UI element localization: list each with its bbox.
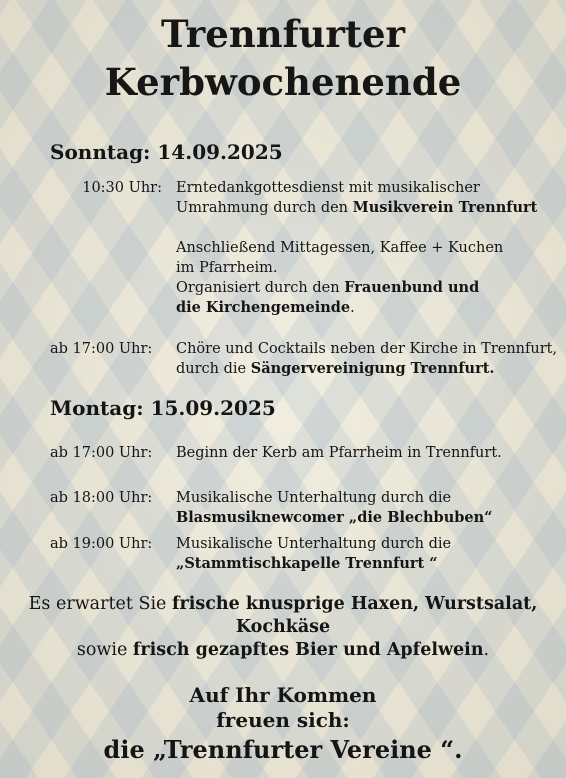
food-line <box>0 616 566 639</box>
event-desc-line <box>176 198 561 218</box>
event-desc-text: Organisiert durch den <box>176 280 345 296</box>
sunday-heading: Sonntag: 14.09.2025 <box>50 140 283 164</box>
event-time: 10:30 Uhr: <box>82 180 162 196</box>
event-time: ab 17:00 Uhr: <box>50 445 153 461</box>
event-desc-line: Erntedankgottesdienst mit musikalischer <box>176 180 480 196</box>
welcome-line: Auf Ihr Kommen <box>189 683 377 707</box>
event-desc-line: Musikalische Unterhaltung durch die <box>176 490 452 506</box>
event-desc-line: Chöre und Cocktails neben der Kirche in Trennfurt, <box>176 341 558 357</box>
event-description <box>176 488 561 528</box>
food-line <box>0 639 566 662</box>
event-description <box>176 178 561 218</box>
event-desc-line <box>176 278 561 298</box>
event-desc-line <box>176 298 561 318</box>
event-desc-line: im Pfarrheim. <box>176 260 278 276</box>
food-text: sowie <box>76 640 133 660</box>
food-bold: Kochkäse <box>235 617 331 637</box>
event-desc-line: Anschließend Mittagessen, Kaffee + Kuchen <box>176 240 504 256</box>
event-time: ab 19:00 Uhr: <box>50 536 153 552</box>
food-bold: frische knusprige Haxen, Wurstsalat, <box>171 594 538 614</box>
welcome-line: freuen sich: <box>216 708 350 732</box>
event-description <box>176 534 561 574</box>
event-desc-line <box>176 508 561 528</box>
poster-title-line1: Trennfurter <box>160 12 406 56</box>
event-desc-line: Beginn der Kerb am Pfarrheim in Trennfurt. <box>176 445 502 461</box>
event-desc-bold: die Kirchengemeinde <box>176 299 351 316</box>
event-desc-line <box>176 554 561 574</box>
event-description <box>176 339 561 379</box>
event-desc-bold: Sängervereinigung Trennfurt. <box>250 360 495 377</box>
monday-heading: Montag: 15.09.2025 <box>50 396 276 420</box>
event-desc-text: . <box>350 300 355 316</box>
event-desc-bold: „Stammtischkapelle Trennfurt “ <box>176 555 438 572</box>
event-desc-text: Umrahmung durch den <box>176 200 353 216</box>
welcome-signature: die „Trennfurter Vereine “. <box>103 735 463 764</box>
event-time: ab 17:00 Uhr: <box>50 341 153 357</box>
event-desc-text: durch die <box>176 361 251 377</box>
event-time: ab 18:00 Uhr: <box>50 490 153 506</box>
event-description <box>176 238 561 318</box>
food-text: Es erwartet Sie <box>28 594 172 614</box>
poster-title-line2: Kerbwochenende <box>104 60 462 104</box>
food-line <box>0 593 566 616</box>
food-text: . <box>483 640 490 660</box>
event-desc-line <box>176 359 561 379</box>
food-bold: frisch gezapftes Bier und Apfelwein <box>132 640 484 660</box>
event-description <box>176 443 561 463</box>
event-desc-bold: Frauenbund und <box>344 279 480 296</box>
event-desc-bold: Blasmusiknewcomer „die Blechbuben“ <box>176 509 493 526</box>
event-desc-line: Musikalische Unterhaltung durch die <box>176 536 452 552</box>
event-desc-bold: Musikverein Trennfurt <box>352 199 538 216</box>
